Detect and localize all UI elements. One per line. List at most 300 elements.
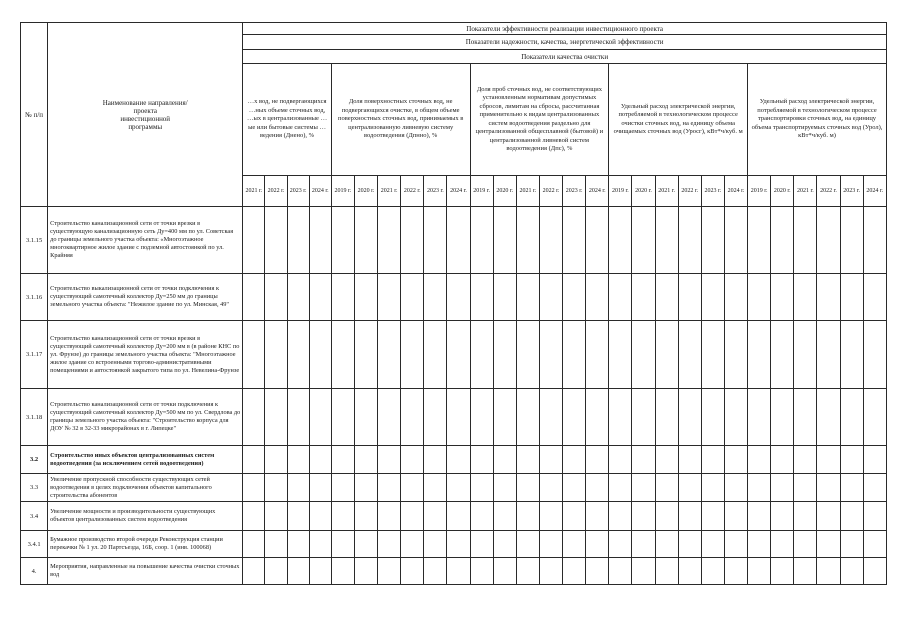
value-cell bbox=[771, 321, 794, 389]
value-cell bbox=[265, 474, 287, 502]
value-cell bbox=[678, 321, 701, 389]
table-row bbox=[21, 389, 887, 446]
value-cell bbox=[701, 502, 724, 531]
value-cell bbox=[655, 502, 678, 531]
value-cell bbox=[331, 274, 354, 321]
year-column-header: 2020 г. bbox=[354, 176, 377, 207]
value-cell bbox=[817, 558, 840, 585]
value-cell bbox=[609, 321, 632, 389]
value-cell bbox=[378, 321, 401, 389]
value-cell bbox=[724, 207, 747, 274]
value-cell bbox=[655, 389, 678, 446]
value-cell bbox=[243, 389, 265, 446]
value-cell bbox=[771, 531, 794, 558]
value-cell bbox=[701, 321, 724, 389]
value-cell bbox=[655, 274, 678, 321]
value-cell bbox=[539, 207, 562, 274]
year-column-header: 2023 г. bbox=[840, 176, 863, 207]
year-column-header: 2024 г. bbox=[724, 176, 747, 207]
value-cell bbox=[539, 502, 562, 531]
value-cell bbox=[840, 207, 863, 274]
value-cell bbox=[354, 474, 377, 502]
row-project-name: Строительство иных объектов централизованных систем водоотведения (за исключением сетей водоотведения) bbox=[48, 446, 243, 474]
value-cell bbox=[724, 531, 747, 558]
value-cell bbox=[563, 207, 586, 274]
value-cell bbox=[771, 389, 794, 446]
value-cell bbox=[493, 502, 516, 531]
value-cell bbox=[331, 531, 354, 558]
value-cell bbox=[424, 274, 447, 321]
value-cell bbox=[748, 389, 771, 446]
value-cell bbox=[493, 207, 516, 274]
value-cell bbox=[401, 446, 424, 474]
row-number: 3.1.16 bbox=[21, 274, 48, 321]
value-cell bbox=[470, 474, 493, 502]
row-number: 3.1.15 bbox=[21, 207, 48, 274]
row-number: 3.4.1 bbox=[21, 531, 48, 558]
value-cell bbox=[586, 321, 609, 389]
value-cell bbox=[586, 502, 609, 531]
value-cell bbox=[447, 531, 470, 558]
value-cell bbox=[354, 502, 377, 531]
value-cell bbox=[678, 274, 701, 321]
value-cell bbox=[609, 531, 632, 558]
year-column-header: 2023 г. bbox=[701, 176, 724, 207]
row-number: 4. bbox=[21, 558, 48, 585]
year-column-header: 2019 г. bbox=[609, 176, 632, 207]
value-cell bbox=[724, 274, 747, 321]
value-cell bbox=[354, 321, 377, 389]
value-cell bbox=[724, 446, 747, 474]
value-cell bbox=[771, 474, 794, 502]
header-name: Наименование направления/ проекта инвестиционной программы bbox=[48, 23, 243, 207]
investment-program-table-sheet bbox=[20, 22, 887, 600]
value-cell bbox=[331, 321, 354, 389]
value-cell bbox=[563, 558, 586, 585]
row-number: 3.1.18 bbox=[21, 389, 48, 446]
value-cell bbox=[265, 531, 287, 558]
year-column-header: 2019 г. bbox=[748, 176, 771, 207]
value-cell bbox=[243, 446, 265, 474]
value-cell bbox=[309, 531, 331, 558]
value-cell bbox=[655, 446, 678, 474]
value-cell bbox=[424, 474, 447, 502]
value-cell bbox=[287, 531, 309, 558]
year-column-header: 2021 г. bbox=[378, 176, 401, 207]
value-cell bbox=[724, 474, 747, 502]
value-cell bbox=[331, 474, 354, 502]
value-cell bbox=[424, 446, 447, 474]
value-cell bbox=[447, 274, 470, 321]
value-cell bbox=[840, 389, 863, 446]
header-reliability: Показатели надежности, качества, энергетической эффективности bbox=[243, 35, 887, 50]
value-cell bbox=[794, 531, 817, 558]
value-cell bbox=[655, 474, 678, 502]
value-cell bbox=[817, 474, 840, 502]
value-cell bbox=[817, 502, 840, 531]
indicator-group-header: …х вод, не подвергающихся …ных объеме сточных вод, …ых в централизованные …ые или бытовые системы …ведения (Днено), % bbox=[243, 64, 332, 176]
value-cell bbox=[701, 207, 724, 274]
value-cell bbox=[678, 446, 701, 474]
value-cell bbox=[243, 274, 265, 321]
value-cell bbox=[863, 502, 886, 531]
value-cell bbox=[563, 389, 586, 446]
value-cell bbox=[539, 558, 562, 585]
value-cell bbox=[287, 207, 309, 274]
value-cell bbox=[724, 502, 747, 531]
value-cell bbox=[794, 321, 817, 389]
value-cell bbox=[539, 321, 562, 389]
value-cell bbox=[470, 558, 493, 585]
value-cell bbox=[401, 531, 424, 558]
value-cell bbox=[701, 389, 724, 446]
value-cell bbox=[265, 321, 287, 389]
value-cell bbox=[840, 274, 863, 321]
value-cell bbox=[609, 502, 632, 531]
value-cell bbox=[794, 389, 817, 446]
value-cell bbox=[516, 558, 539, 585]
row-project-name: Увеличение мощности и производительности существующих объектов централизованных систем водоотведения bbox=[48, 502, 243, 531]
value-cell bbox=[563, 502, 586, 531]
value-cell bbox=[632, 274, 655, 321]
value-cell bbox=[470, 389, 493, 446]
row-number: 3.2 bbox=[21, 446, 48, 474]
value-cell bbox=[748, 207, 771, 274]
value-cell bbox=[701, 531, 724, 558]
value-cell bbox=[287, 474, 309, 502]
value-cell bbox=[331, 389, 354, 446]
value-cell bbox=[265, 274, 287, 321]
value-cell bbox=[748, 274, 771, 321]
value-cell bbox=[309, 558, 331, 585]
value-cell bbox=[401, 389, 424, 446]
value-cell bbox=[678, 389, 701, 446]
value-cell bbox=[447, 502, 470, 531]
row-project-name: Увеличение пропускной способности существующих сетей водоотведения в целях подключения объектов капитального строительства абонентов bbox=[48, 474, 243, 502]
value-cell bbox=[424, 502, 447, 531]
value-cell bbox=[539, 274, 562, 321]
value-cell bbox=[794, 502, 817, 531]
value-cell bbox=[354, 531, 377, 558]
value-cell bbox=[840, 502, 863, 531]
value-cell bbox=[378, 474, 401, 502]
row-number: 3.1.17 bbox=[21, 321, 48, 389]
value-cell bbox=[265, 207, 287, 274]
value-cell bbox=[516, 446, 539, 474]
value-cell bbox=[401, 207, 424, 274]
indicators-table bbox=[20, 22, 887, 585]
value-cell bbox=[378, 502, 401, 531]
value-cell bbox=[493, 474, 516, 502]
value-cell bbox=[243, 207, 265, 274]
value-cell bbox=[539, 389, 562, 446]
value-cell bbox=[794, 446, 817, 474]
value-cell bbox=[354, 558, 377, 585]
value-cell bbox=[794, 474, 817, 502]
year-column-header: 2021 г. bbox=[794, 176, 817, 207]
value-cell bbox=[748, 502, 771, 531]
row-project-name: Строительство канализационной сети от точки врезки в существующую канализационную сеть Ду=400 мм по ул. Советская до границы земельного участка объекта: «Многоэтажное многоквартирное жилое здание с подземной автостоянкой по ул. Крайняя bbox=[48, 207, 243, 274]
year-column-header: 2024 г. bbox=[586, 176, 609, 207]
indicator-group-header: Удельный расход электрической энергии, потребляемой в технологическом процессе транспортировки сточных вод, на единицу объема транспортируемых сточных вод (Урол), кВт*ч/куб. м) bbox=[748, 64, 887, 176]
value-cell bbox=[724, 321, 747, 389]
value-cell bbox=[470, 321, 493, 389]
value-cell bbox=[309, 207, 331, 274]
value-cell bbox=[748, 474, 771, 502]
value-cell bbox=[678, 558, 701, 585]
year-column-header: 2021 г. bbox=[655, 176, 678, 207]
value-cell bbox=[563, 474, 586, 502]
value-cell bbox=[817, 531, 840, 558]
value-cell bbox=[609, 389, 632, 446]
value-cell bbox=[863, 531, 886, 558]
value-cell bbox=[493, 531, 516, 558]
year-column-header: 2022 г. bbox=[539, 176, 562, 207]
value-cell bbox=[354, 446, 377, 474]
row-project-name: Мероприятия, направленные на повышение качества очистки сточных вод bbox=[48, 558, 243, 585]
year-column-header: 2024 г. bbox=[309, 176, 331, 207]
value-cell bbox=[331, 207, 354, 274]
value-cell bbox=[863, 207, 886, 274]
value-cell bbox=[265, 558, 287, 585]
value-cell bbox=[493, 389, 516, 446]
row-project-name: Бумажное производство второй очереди Реконструкция станции перекачки № 1 ул. 20 Партсъезда, 16Б, соор. 1 (инв. 100068) bbox=[48, 531, 243, 558]
value-cell bbox=[840, 321, 863, 389]
value-cell bbox=[632, 321, 655, 389]
table-row bbox=[21, 531, 887, 558]
value-cell bbox=[493, 446, 516, 474]
value-cell bbox=[243, 321, 265, 389]
value-cell bbox=[632, 558, 655, 585]
value-cell bbox=[470, 446, 493, 474]
value-cell bbox=[309, 389, 331, 446]
value-cell bbox=[493, 321, 516, 389]
value-cell bbox=[378, 446, 401, 474]
value-cell bbox=[424, 531, 447, 558]
value-cell bbox=[401, 474, 424, 502]
value-cell bbox=[516, 502, 539, 531]
value-cell bbox=[863, 389, 886, 446]
value-cell bbox=[817, 321, 840, 389]
value-cell bbox=[771, 207, 794, 274]
table-row bbox=[21, 274, 887, 321]
value-cell bbox=[265, 446, 287, 474]
value-cell bbox=[701, 446, 724, 474]
header-top: Показатели эффективности реализации инвестиционного проекта bbox=[243, 23, 887, 35]
value-cell bbox=[287, 446, 309, 474]
value-cell bbox=[678, 207, 701, 274]
value-cell bbox=[655, 558, 678, 585]
value-cell bbox=[378, 207, 401, 274]
value-cell bbox=[632, 389, 655, 446]
value-cell bbox=[378, 389, 401, 446]
value-cell bbox=[287, 558, 309, 585]
value-cell bbox=[309, 274, 331, 321]
value-cell bbox=[863, 558, 886, 585]
value-cell bbox=[309, 502, 331, 531]
value-cell bbox=[470, 531, 493, 558]
value-cell bbox=[539, 531, 562, 558]
value-cell bbox=[817, 389, 840, 446]
value-cell bbox=[401, 558, 424, 585]
value-cell bbox=[287, 274, 309, 321]
year-column-header: 2020 г. bbox=[493, 176, 516, 207]
value-cell bbox=[678, 502, 701, 531]
value-cell bbox=[447, 321, 470, 389]
value-cell bbox=[817, 446, 840, 474]
value-cell bbox=[378, 558, 401, 585]
year-column-header: 2019 г. bbox=[470, 176, 493, 207]
value-cell bbox=[447, 389, 470, 446]
value-cell bbox=[840, 531, 863, 558]
value-cell bbox=[863, 321, 886, 389]
value-cell bbox=[424, 321, 447, 389]
value-cell bbox=[563, 274, 586, 321]
value-cell bbox=[354, 274, 377, 321]
value-cell bbox=[817, 274, 840, 321]
table-row bbox=[21, 474, 887, 502]
year-column-header: 2023 г. bbox=[424, 176, 447, 207]
row-number: 3.4 bbox=[21, 502, 48, 531]
value-cell bbox=[539, 474, 562, 502]
year-column-header: 2022 г. bbox=[817, 176, 840, 207]
value-cell bbox=[243, 474, 265, 502]
value-cell bbox=[609, 207, 632, 274]
value-cell bbox=[243, 531, 265, 558]
indicator-group-header: Доля проб сточных вод, не соответствующих установленным нормативам допустимых сбросов, лимитам на сбросы, рассчитанная применительно к видам централизованных систем водоотведения раздельно для централизованной общесплавной (бытовой) и централизованной ливневой систем водоотведения (Дпс), % bbox=[470, 64, 609, 176]
year-column-header: 2024 г. bbox=[863, 176, 886, 207]
value-cell bbox=[701, 558, 724, 585]
year-column-header: 2021 г. bbox=[516, 176, 539, 207]
value-cell bbox=[609, 474, 632, 502]
value-cell bbox=[331, 446, 354, 474]
value-cell bbox=[678, 531, 701, 558]
value-cell bbox=[771, 502, 794, 531]
year-column-header: 2019 г. bbox=[331, 176, 354, 207]
value-cell bbox=[771, 446, 794, 474]
value-cell bbox=[309, 446, 331, 474]
table-row bbox=[21, 502, 887, 531]
value-cell bbox=[447, 446, 470, 474]
value-cell bbox=[724, 389, 747, 446]
value-cell bbox=[632, 207, 655, 274]
value-cell bbox=[748, 321, 771, 389]
table-row bbox=[21, 321, 887, 389]
value-cell bbox=[701, 274, 724, 321]
value-cell bbox=[586, 558, 609, 585]
value-cell bbox=[701, 474, 724, 502]
value-cell bbox=[331, 502, 354, 531]
value-cell bbox=[632, 474, 655, 502]
value-cell bbox=[609, 446, 632, 474]
value-cell bbox=[724, 558, 747, 585]
value-cell bbox=[447, 207, 470, 274]
value-cell bbox=[424, 558, 447, 585]
value-cell bbox=[863, 274, 886, 321]
value-cell bbox=[516, 531, 539, 558]
value-cell bbox=[470, 274, 493, 321]
year-column-header: 2023 г. bbox=[287, 176, 309, 207]
value-cell bbox=[493, 558, 516, 585]
value-cell bbox=[516, 274, 539, 321]
value-cell bbox=[794, 274, 817, 321]
value-cell bbox=[287, 502, 309, 531]
value-cell bbox=[470, 502, 493, 531]
value-cell bbox=[586, 446, 609, 474]
table-row bbox=[21, 207, 887, 274]
value-cell bbox=[331, 558, 354, 585]
value-cell bbox=[840, 446, 863, 474]
value-cell bbox=[424, 389, 447, 446]
row-project-name: Строительство канализационной сети от точки врезки в существующий самотечный коллектор Ду=200 мм в (в районе КНС по ул. Фрунзе) до границы земельного участка объекта: "Многоэтажное жилое здание со встроенными торгово-административными помещениями и автостоянкой закрытого типа по ул. Невелина-Фрунзе bbox=[48, 321, 243, 389]
value-cell bbox=[243, 502, 265, 531]
value-cell bbox=[378, 274, 401, 321]
value-cell bbox=[378, 531, 401, 558]
value-cell bbox=[794, 207, 817, 274]
value-cell bbox=[655, 321, 678, 389]
year-column-header: 2020 г. bbox=[771, 176, 794, 207]
value-cell bbox=[586, 531, 609, 558]
value-cell bbox=[632, 531, 655, 558]
value-cell bbox=[309, 474, 331, 502]
value-cell bbox=[632, 502, 655, 531]
row-project-name: Строительство канализационной сети от точки подключения к существующий самотечный коллектор Ду=500 мм по ул. Свердлова до границы земельного участка объекта: "Строительство корпуса для ДОУ № 32 в 32-33 микрорайонах в г. Липецке" bbox=[48, 389, 243, 446]
value-cell bbox=[586, 207, 609, 274]
value-cell bbox=[447, 474, 470, 502]
value-cell bbox=[516, 389, 539, 446]
value-cell bbox=[354, 389, 377, 446]
value-cell bbox=[563, 531, 586, 558]
value-cell bbox=[794, 558, 817, 585]
value-cell bbox=[516, 207, 539, 274]
value-cell bbox=[424, 207, 447, 274]
value-cell bbox=[539, 446, 562, 474]
value-cell bbox=[586, 389, 609, 446]
year-column-header: 2022 г. bbox=[678, 176, 701, 207]
value-cell bbox=[771, 274, 794, 321]
row-number: 3.3 bbox=[21, 474, 48, 502]
value-cell bbox=[265, 389, 287, 446]
value-cell bbox=[354, 207, 377, 274]
table-row bbox=[21, 558, 887, 585]
header-quality: Показатели качества очистки bbox=[243, 50, 887, 64]
value-cell bbox=[748, 531, 771, 558]
value-cell bbox=[632, 446, 655, 474]
table-row bbox=[21, 446, 887, 474]
value-cell bbox=[586, 474, 609, 502]
row-project-name: Строительство выкализационной сети от точки подключения к существующий самотечный коллектор Ду=250 мм до границы земельного участка объекта: "Нежилое здание по ул. Минская, 49" bbox=[48, 274, 243, 321]
value-cell bbox=[748, 446, 771, 474]
value-cell bbox=[840, 558, 863, 585]
year-column-header: 2021 г. bbox=[243, 176, 265, 207]
value-cell bbox=[401, 321, 424, 389]
value-cell bbox=[287, 321, 309, 389]
year-column-header: 2020 г. bbox=[632, 176, 655, 207]
value-cell bbox=[287, 389, 309, 446]
value-cell bbox=[840, 474, 863, 502]
value-cell bbox=[609, 558, 632, 585]
value-cell bbox=[586, 274, 609, 321]
value-cell bbox=[655, 531, 678, 558]
value-cell bbox=[655, 207, 678, 274]
value-cell bbox=[493, 274, 516, 321]
value-cell bbox=[748, 558, 771, 585]
value-cell bbox=[563, 446, 586, 474]
indicator-group-header: Доля поверхностных сточных вод, не подвергающихся очистке, в общем объеме поверхностных сточных вод, принимаемых в централизованную ливневую систему водоотведения (Дпнно), % bbox=[331, 64, 470, 176]
value-cell bbox=[401, 274, 424, 321]
year-column-header: 2024 г. bbox=[447, 176, 470, 207]
value-cell bbox=[516, 474, 539, 502]
